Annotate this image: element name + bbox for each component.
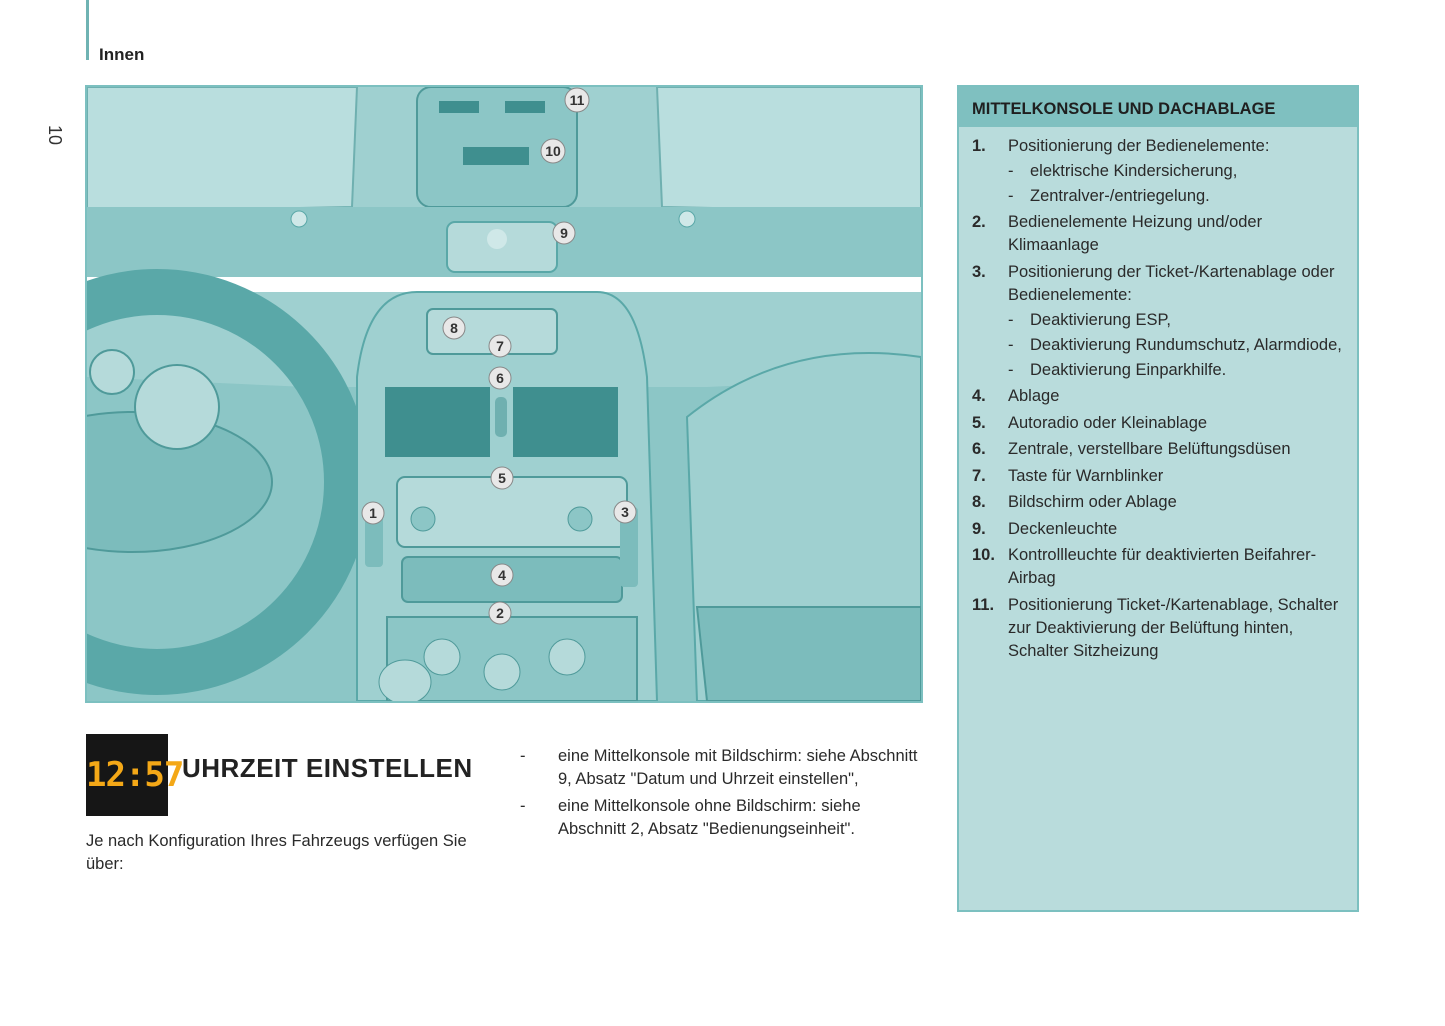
marker-11: [565, 88, 589, 112]
left-sun-visor: [87, 87, 357, 212]
svg-text:4: 4: [498, 567, 506, 583]
legend-title: MITTELKONSOLE UND DACHABLAGE: [959, 87, 1357, 127]
legend-item-text: Taste für Warnblinker: [1008, 466, 1164, 485]
clock-display-digits: 12:57: [86, 755, 184, 795]
legend-sub-text: elektrische Kindersicherung,: [1030, 161, 1238, 180]
legend-sub-dash: -: [1008, 335, 1014, 354]
left-air-vent: [385, 387, 490, 457]
legend-item-text: Autoradio oder Kleinablage: [1008, 413, 1208, 432]
marker-9: [553, 222, 575, 244]
svg-text:5: 5: [498, 470, 506, 486]
legend-sub-item: [1008, 334, 1349, 357]
legend-item: [972, 518, 1349, 541]
legend-item-number: 11.: [972, 595, 995, 614]
radio-knob-left: [411, 507, 435, 531]
option-dash: -: [520, 797, 526, 815]
roof-switch-left: [439, 101, 479, 113]
legend-sub-item: [1008, 359, 1349, 382]
legend-item-text: Zentrale, verstellbare Belüftungsdüsen: [1008, 440, 1291, 458]
legend-item-number: 7.: [972, 466, 986, 485]
legend-sub-text: Zentralver-/entriegelung.: [1030, 186, 1210, 205]
climate-knob-center: [484, 654, 520, 690]
legend-item-text: Positionierung Ticket-/Kartenablage, Schalter zur Deaktivierung der Belüftung hinten, Schalter Sitzheizung: [1008, 595, 1339, 660]
legend-item-number: 9.: [972, 519, 986, 538]
legend-item: [972, 465, 1349, 488]
legend-item-text: Positionierung der Ticket-/Kartenablage oder Bedienelemente:: [1008, 262, 1335, 304]
legend-panel: [957, 85, 1359, 912]
legend-item-text: Positionierung der Bedienelemente:: [1008, 136, 1270, 155]
legend-sub-text: Deaktivierung ESP,: [1030, 310, 1171, 329]
marker-7: [489, 335, 511, 357]
legend-item: [972, 385, 1349, 408]
page-number: 10: [45, 124, 65, 146]
section-bar: [86, 0, 89, 60]
glovebox: [697, 607, 921, 701]
dashboard-drawing: [87, 87, 921, 701]
clock-options: [520, 745, 920, 845]
legend-sub-item: [1008, 309, 1349, 332]
gear-knob: [379, 660, 431, 701]
legend-item-text: Kontrollleuchte für deaktivierten Beifahrer-Airbag: [1008, 546, 1317, 587]
marker-5: [491, 467, 513, 489]
svg-text:6: 6: [496, 370, 504, 386]
legend-sub-item: [1008, 160, 1349, 183]
right-air-vent: [513, 387, 618, 457]
climate-knob-left: [424, 639, 460, 675]
radio-knob-right: [568, 507, 592, 531]
clock-intro-text: Je nach Konfiguration Ihres Fahrzeugs verfügen Sie über:: [86, 832, 467, 873]
legend-sub-dash: -: [1008, 161, 1014, 180]
legend-item-number: 1.: [972, 136, 986, 155]
right-sun-visor: [657, 87, 921, 212]
legend-item-number: 4.: [972, 387, 986, 405]
legend-sub-item: [1008, 185, 1349, 208]
dashboard-illustration: [85, 85, 923, 703]
svg-text:3: 3: [621, 504, 629, 520]
legend-item-number: 10.: [972, 546, 995, 564]
svg-text:10: 10: [545, 143, 561, 159]
legend-item: [972, 412, 1349, 435]
marker-3: [614, 501, 636, 523]
legend-item: [972, 135, 1349, 208]
legend-item-text: Ablage: [1008, 387, 1060, 405]
legend-item-number: 3.: [972, 262, 986, 281]
legend-item: [972, 491, 1349, 514]
legend-item-text: Bildschirm oder Ablage: [1008, 493, 1177, 511]
legend-sub-text: Deaktivierung Einparkhilfe.: [1030, 360, 1227, 379]
legend-item-number: 6.: [972, 440, 986, 458]
svg-text:11: 11: [569, 92, 585, 108]
marker-4: [491, 564, 513, 586]
clock-option: [520, 745, 920, 791]
left-visor-clip: [291, 211, 307, 227]
clock-display-icon: [86, 734, 184, 816]
legend-item: [972, 594, 1349, 663]
legend-item-text: Deckenleuchte: [1008, 519, 1118, 538]
hazard-switch: [495, 397, 507, 437]
rev-counter: [90, 350, 134, 394]
legend-item: [972, 544, 1349, 590]
option-text: eine Mittelkonsole ohne Bildschirm: siehe Abschnitt 2, Absatz "Bedienungseinheit".: [558, 797, 861, 838]
legend-sub-dash: -: [1008, 360, 1014, 379]
legend-sub-dash: -: [1008, 310, 1014, 329]
legend-item-text: Bedienelemente Heizung und/oder Klimaanlage: [1008, 213, 1263, 254]
legend-item-number: 5.: [972, 413, 986, 432]
right-visor-clip: [679, 211, 695, 227]
svg-text:7: 7: [496, 338, 504, 354]
legend-item-number: 2.: [972, 213, 986, 231]
option-text: eine Mittelkonsole mit Bildschirm: siehe Abschnitt 9, Absatz "Datum und Uhrzeit einstellen",: [558, 747, 918, 788]
svg-text:1: 1: [369, 505, 377, 521]
marker-2: [489, 602, 511, 624]
airbag-warning-light: [463, 147, 529, 165]
svg-text:8: 8: [450, 320, 458, 336]
marker-6: [489, 367, 511, 389]
ceiling-lamp-lens: [487, 229, 507, 249]
legend-sub-dash: -: [1008, 186, 1014, 205]
climate-knob-right: [549, 639, 585, 675]
svg-text:9: 9: [560, 225, 568, 241]
marker-10: [541, 139, 565, 163]
option-dash: -: [520, 747, 526, 765]
marker-1: [362, 502, 384, 524]
legend-item: [972, 211, 1349, 257]
svg-text:2: 2: [496, 605, 504, 621]
legend-item-number: 8.: [972, 493, 986, 511]
clock-option: [520, 795, 920, 841]
legend-item: [972, 261, 1349, 382]
clock-section-title: UHRZEIT EINSTELLEN: [182, 753, 473, 783]
roof-switch-right: [505, 101, 545, 113]
section-label: Innen: [99, 45, 145, 64]
legend-list: [959, 127, 1357, 663]
speedometer: [135, 365, 219, 449]
legend-sub-text: Deaktivierung Rundumschutz, Alarmdiode,: [1030, 335, 1342, 354]
marker-8: [443, 317, 465, 339]
legend-item: [972, 438, 1349, 461]
